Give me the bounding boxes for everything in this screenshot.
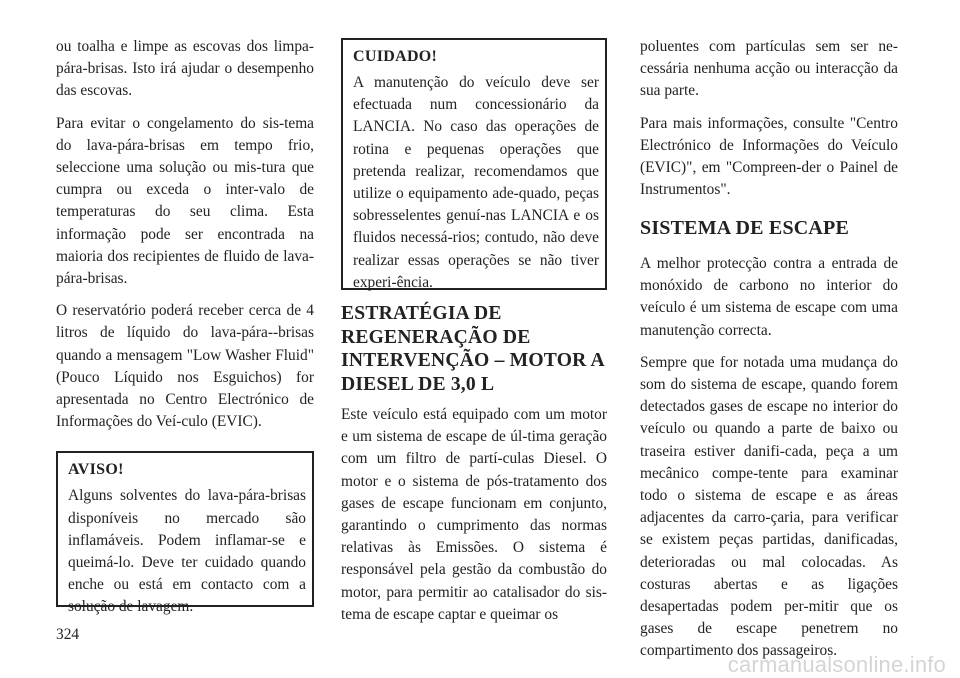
paragraph-reservoir: O reservatório poderá receber cerca de 4 litros de líquido do lava-pára--brisas quando a mensagem "Low Washer Fluid" (Pouco Líquido nos Esguichos) for apresentada no Centro Electrónico de Informações do Veí-culo (EVIC). bbox=[56, 302, 314, 431]
paragraph-freezing: Para evitar o congelamento do sis-tema do lava-pára-brisas em tempo frio, seleccione uma solução ou mis-tura que cumpra ou exceda o inter-valo de temperaturas do seu clima. Esta informação pode ser encontrada na maioria dos recipientes de fluido de lava-pára-brisas. bbox=[56, 114, 314, 288]
paragraph-wiper-blades: ou toalha e limpe as escovas dos limpa-pára-brisas. Isto irá ajudar o desempenho das escovas. bbox=[56, 38, 314, 100]
column-right bbox=[640, 36, 898, 673]
caution-text: A manutenção do veículo deve ser efectuada num concessionário da LANCIA. No caso das operações de rotina e pequenas operações que pretenda realizar, recomendamos que utilize o equipamento ade-quado, peças sobresselentes genuí-nas LANCIA e os fluidos necessá-rios; contudo, não deve realizar essas operações se não tiver experi-ência. bbox=[353, 74, 599, 291]
section-heading-exhaust: SISTEMA DE ESCAPE bbox=[640, 217, 850, 240]
paragraph-pollutants: poluentes com partículas sem ser ne-cessária nenhuma acção ou interacção da sua parte. bbox=[640, 38, 898, 100]
watermark-text: carmanualsonline.info bbox=[727, 652, 946, 677]
section-heading-regeneration: ESTRATÉGIA DE REGENERAÇÃO DE INTERVENÇÃO – MOTOR A DIESEL DE 3,0 L bbox=[341, 303, 604, 395]
caution-box bbox=[341, 38, 607, 290]
page-number: 324 bbox=[56, 626, 80, 643]
warning-text: Alguns solventes do lava-pára-brisas disponíveis no mercado são inflamáveis. Podem inflamar-se e queimá-lo. Deve ter cuidado quando enche ou está em contacto com a solução de lavagem. bbox=[68, 487, 306, 616]
warning-box bbox=[56, 451, 314, 616]
caution-title: CUIDADO! bbox=[353, 48, 438, 65]
warning-title: AVISO! bbox=[68, 461, 124, 479]
paragraph-exhaust-protection: A melhor protecção contra a entrada de monóxido de carbono no interior do veículo é um sistema de escape com uma manutenção correcta. bbox=[640, 254, 898, 339]
column-left bbox=[56, 36, 314, 616]
paragraph-more-info: Para mais informações, consulte "Centro Electrónico de Informações do Veículo (EVIC)", em "Compreen-der o Painel de Instrumentos". bbox=[640, 114, 898, 199]
column-middle bbox=[341, 36, 607, 636]
paragraph-exhaust-inspection: Sempre que for notada uma mudança do som do sistema de escape, quando forem detectados gases de escape no interior do veículo ou quando a parte de baixo ou traseira estiver danifi-cada, peça a um mecânico compe-tente para examinar todo o sistema de escape e as áreas adjacentes da carro-çaria, para verificar se existem peças partidas, danificadas, deterioradas ou mal colocadas. As costuras abertas e as ligações desapertadas podem per-mitir que os gases de escape penetrem no compartimento dos passageiros. bbox=[640, 353, 898, 660]
paragraph-diesel-filter: Este veículo está equipado com um motor e um sistema de escape de úl-tima geração com um filtro de partí-culas Diesel. O motor e o sistema de pós-tratamento dos gases de escape funcionam em conjunto, garantindo o cumprimento das normas relativas às Emissões. O sistema é responsável pela gestão da combustão do motor, para permitir ao catalisador do sis-tema de escape captar e queimar os bbox=[341, 406, 607, 623]
